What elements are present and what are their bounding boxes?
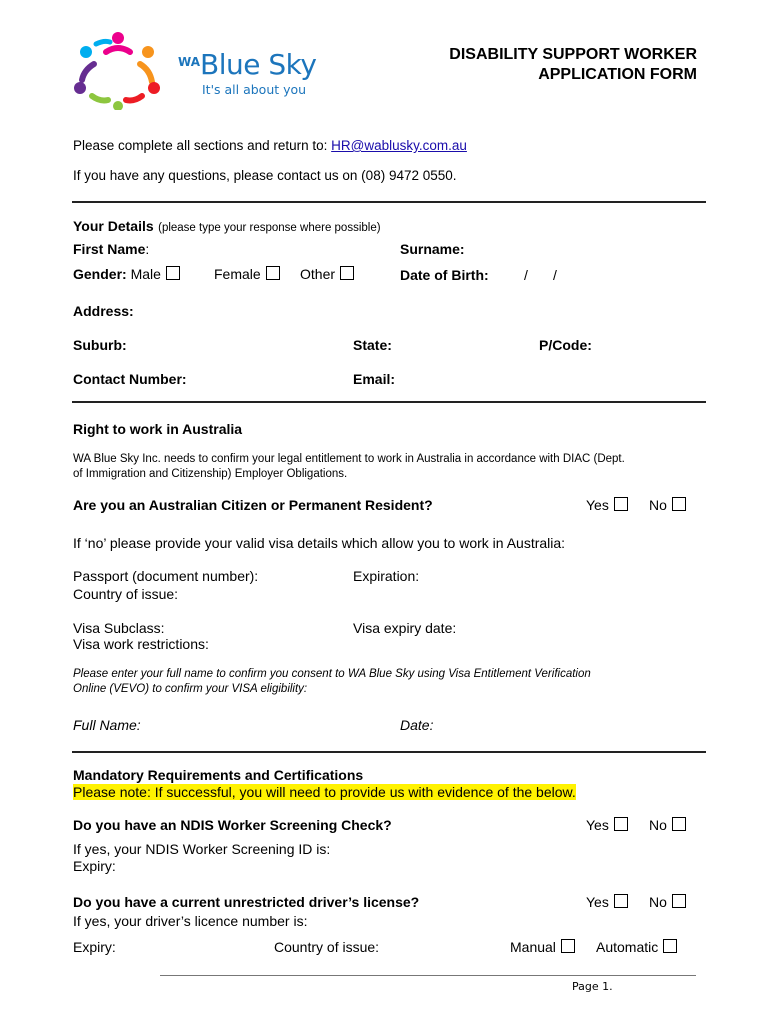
citizen-yes-checkbox[interactable] — [614, 497, 628, 511]
automatic-option: Automatic — [596, 939, 677, 955]
date-field[interactable]: Date: — [400, 717, 434, 733]
visa-subclass-field[interactable]: Visa Subclass: — [73, 620, 165, 636]
consent-line-2: Online (VEVO) to confirm your VISA eligibility: — [73, 683, 308, 695]
ndis-expiry-field[interactable]: Expiry: — [73, 858, 116, 874]
citizen-no-option: No — [649, 497, 686, 513]
male-checkbox[interactable] — [166, 266, 180, 280]
email-field[interactable]: Email: — [353, 371, 396, 387]
citizen-yes-option: Yes — [586, 497, 628, 513]
license-no-option: No — [649, 894, 686, 910]
ndis-no-option: No — [649, 817, 686, 833]
pcode-field[interactable]: P/Code: — [539, 337, 592, 353]
dob-separator-2: / — [553, 267, 557, 283]
automatic-checkbox[interactable] — [663, 939, 677, 953]
footer-divider — [160, 975, 696, 976]
license-yes-checkbox[interactable] — [614, 894, 628, 908]
logo-prefix: WA — [178, 55, 200, 69]
gender-row: Gender: Male — [73, 266, 180, 282]
surname-field[interactable]: Surname: — [400, 241, 465, 257]
page-number: Page 1. — [572, 980, 613, 993]
details-heading: Your Details (please type your response where possible) — [73, 218, 381, 234]
license-expiry-field[interactable]: Expiry: — [73, 939, 116, 955]
logo — [70, 30, 330, 110]
female-option: Female — [214, 266, 280, 282]
state-field[interactable]: State: — [353, 337, 392, 353]
visa-expiry-field[interactable]: Visa expiry date: — [353, 620, 457, 636]
other-checkbox[interactable] — [340, 266, 354, 280]
female-checkbox[interactable] — [266, 266, 280, 280]
divider — [72, 751, 706, 753]
title-line-1: DISABILITY SUPPORT WORKER — [449, 46, 697, 63]
work-paragraph-line-2: of Immigration and Citizenship) Employer Obligations. — [73, 468, 348, 480]
visa-restrictions-field[interactable]: Visa work restrictions: — [73, 636, 209, 652]
mandatory-heading: Mandatory Requirements and Certifications — [73, 767, 364, 783]
mandatory-note: Please note: If successful, you will need to provide us with evidence of the below. — [73, 784, 576, 800]
license-yes-option: Yes — [586, 894, 628, 910]
title-line-2: APPLICATION FORM — [538, 66, 697, 83]
first-name-field[interactable]: First Name: — [73, 241, 150, 257]
expiration-field[interactable]: Expiration: — [353, 568, 420, 584]
passport-field[interactable]: Passport (document number): — [73, 568, 259, 584]
license-country-field[interactable]: Country of issue: — [274, 939, 380, 955]
license-no-checkbox[interactable] — [672, 894, 686, 908]
page-title — [449, 45, 697, 85]
dob-separator-1: / — [524, 267, 528, 283]
citizen-question: Are you an Australian Citizen or Permanent Resident? — [73, 497, 433, 513]
visa-instruction: If ‘no’ please provide your valid visa details which allow you to work in Australia: — [73, 535, 566, 551]
ndis-id-field[interactable]: If yes, your NDIS Worker Screening ID is: — [73, 841, 331, 857]
suburb-field[interactable]: Suburb: — [73, 337, 127, 353]
divider — [72, 201, 706, 203]
license-question: Do you have a current unrestricted driver’s license? — [73, 894, 420, 910]
other-option: Other — [300, 266, 354, 282]
ndis-yes-option: Yes — [586, 817, 628, 833]
full-name-field[interactable]: Full Name: — [73, 717, 141, 733]
divider — [72, 401, 706, 403]
address-field[interactable]: Address: — [73, 303, 134, 319]
manual-checkbox[interactable] — [561, 939, 575, 953]
ndis-question: Do you have an NDIS Worker Screening Check? — [73, 817, 392, 833]
intro-line-2: If you have any questions, please contact us on (08) 9472 0550. — [73, 168, 457, 183]
hr-email-link[interactable]: HR@wablusky.com.au — [331, 138, 467, 153]
intro-line-1: Please complete all sections and return to: HR@wablusky.com.au — [73, 138, 467, 153]
work-paragraph-line-1: WA Blue Sky Inc. needs to confirm your legal entitlement to work in Australia in accordance with DIAC (Dept. — [73, 453, 625, 465]
work-heading: Right to work in Australia — [73, 421, 243, 437]
logo-figures-icon — [70, 30, 166, 110]
ndis-no-checkbox[interactable] — [672, 817, 686, 831]
manual-option: Manual — [510, 939, 575, 955]
logo-tagline: It's all about you — [202, 82, 307, 97]
contact-number-field[interactable]: Contact Number: — [73, 371, 187, 387]
citizen-no-checkbox[interactable] — [672, 497, 686, 511]
logo-name: Blue Sky — [199, 48, 317, 81]
consent-line-1: Please enter your full name to confirm you consent to WA Blue Sky using Visa Entitlement Verification — [73, 668, 591, 680]
license-number-field[interactable]: If yes, your driver’s licence number is: — [73, 913, 308, 929]
ndis-yes-checkbox[interactable] — [614, 817, 628, 831]
dob-field[interactable]: Date of Birth: — [400, 267, 489, 283]
country-of-issue-field[interactable]: Country of issue: — [73, 586, 179, 602]
